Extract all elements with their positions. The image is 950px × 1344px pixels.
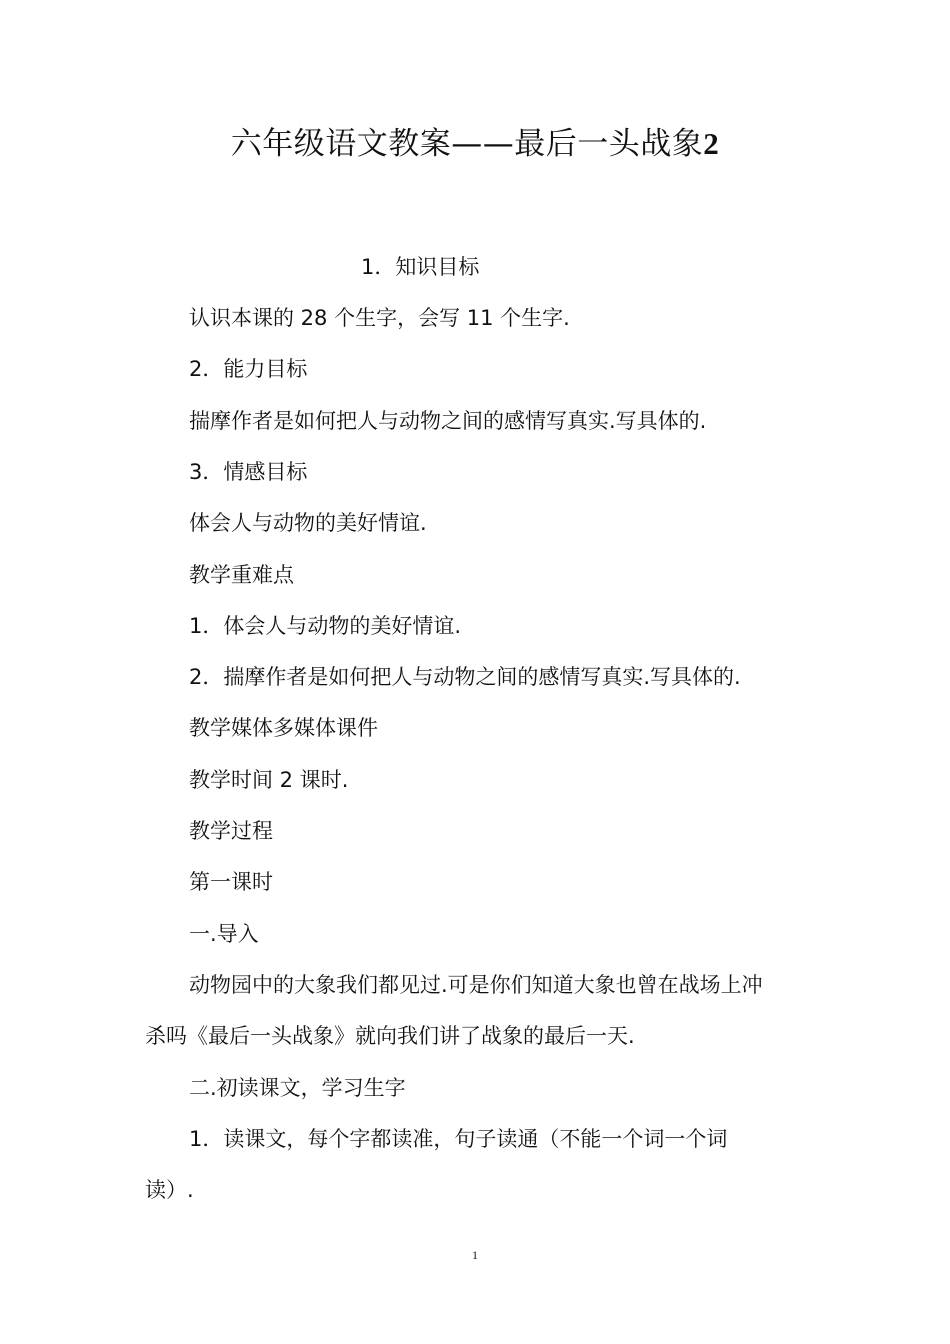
paragraph: 1．读课文，每个字都读准，句子读通（不能一个词一个词 xyxy=(189,1127,728,1151)
paragraph: 教学时间 2 课时. xyxy=(189,768,349,792)
page-number: 1 xyxy=(472,1248,478,1262)
section-heading: 二.初读课文，学习生字 xyxy=(189,1076,406,1100)
objective-ability-heading: 2．能力目标 xyxy=(189,357,308,381)
objective-knowledge-heading: 1．知识目标 xyxy=(361,255,480,279)
paragraph: 体会人与动物的美好情谊. xyxy=(189,511,427,535)
paragraph: 2．揣摩作者是如何把人与动物之间的感情写真实.写具体的. xyxy=(189,665,741,689)
title-text: 六年级语文教案——最后一头战象 xyxy=(230,126,704,162)
paragraph: 动物园中的大象我们都见过.可是你们知道大象也曾在战场上冲 xyxy=(189,973,763,997)
paragraph: 1．体会人与动物的美好情谊. xyxy=(189,614,462,638)
paragraph: 教学媒体多媒体课件 xyxy=(189,716,378,740)
document-title xyxy=(0,122,950,166)
title-number: 2 xyxy=(703,126,720,161)
section-heading: 第一课时 xyxy=(189,870,273,894)
objective-emotion-heading: 3．情感目标 xyxy=(189,460,308,484)
paragraph: 揣摩作者是如何把人与动物之间的感情写真实.写具体的. xyxy=(189,409,707,433)
paragraph-continuation: 杀吗《最后一头战象》就向我们讲了战象的最后一天. xyxy=(145,1024,635,1048)
paragraph-continuation: 读）. xyxy=(145,1178,194,1202)
section-heading: 一.导入 xyxy=(189,922,259,946)
section-heading: 教学过程 xyxy=(189,819,273,843)
paragraph: 认识本课的 28 个生字，会写 11 个生字. xyxy=(189,306,570,330)
section-heading: 教学重难点 xyxy=(189,563,294,587)
